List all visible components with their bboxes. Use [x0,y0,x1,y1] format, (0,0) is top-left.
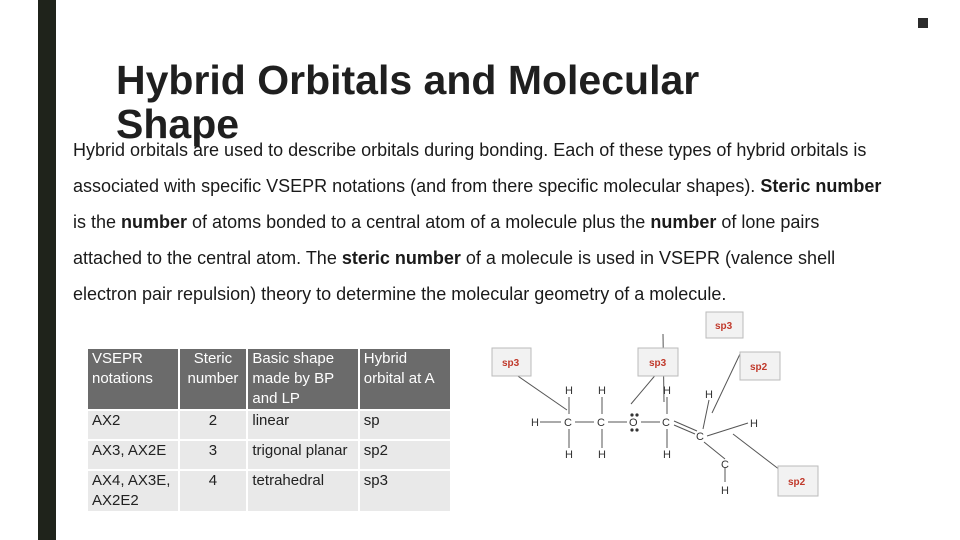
hybrid-label: sp2 [750,362,768,373]
atom-h: H [565,385,573,397]
table-row [87,470,451,512]
atom-h: H [531,417,539,429]
cell-shape: linear [247,410,358,440]
hybrid-label: sp3 [649,358,667,369]
atom-h: H [750,418,758,430]
hybrid-label: sp3 [715,321,733,332]
hybrid-label: sp3 [502,358,520,369]
cell-shape: trigonal planar [247,440,358,470]
cell-hybrid: sp2 [359,440,451,470]
cell-steric: 4 [179,470,248,512]
header-vsepr: VSEPR notations [87,348,179,410]
atom-h: H [663,385,671,397]
cell-steric: 3 [179,440,248,470]
atom-h: H [663,449,671,461]
hybrid-label: sp2 [788,477,806,488]
accent-bar [38,0,56,540]
atom-h: H [721,485,729,497]
cell-hybrid: sp3 [359,470,451,512]
atom-c: C [696,431,704,443]
cell-hybrid: sp [359,410,451,440]
table-header-row [87,348,451,410]
cell-notation: AX3, AX2E [87,440,179,470]
cell-steric: 2 [179,410,248,440]
slide-title: Hybrid Orbitals and Molecular Shape [116,57,700,147]
atom-c: C [662,417,670,429]
atom-o: O [629,417,638,429]
cell-shape: tetrahedral [247,470,358,512]
atom-c: C [564,417,572,429]
corner-square [918,18,928,28]
term-steric-number: Steric number [760,176,882,196]
header-hybrid: Hybrid orbital at A [359,348,451,410]
atom-c: C [597,417,605,429]
cell-notation: AX2 [87,410,179,440]
vsepr-table [86,347,452,513]
atom-c: C [721,459,729,471]
atom-h: H [565,449,573,461]
atom-h: H [598,449,606,461]
body-paragraph: Hybrid orbitals are used to describe orbitals during bonding. Each of these types of hybrid orbitals is associated with specific VSEPR notations (and from there specific molecular shapes). Steric number is the number of atoms bonded to a central atom of a molecule plus the number of lone pairs attached to the central atom. The steric number of a molecule is used in VSEPR (valence shell electron pair repulsion) theory to determine the molecular geometry of a molecule. [73,140,882,304]
table-row [87,410,451,440]
molecule-diagram [478,310,806,510]
header-shape: Basic shape made by BP and LP [247,348,358,410]
cell-notation: AX4, AX3E, AX2E2 [87,470,179,512]
atom-h: H [705,389,713,401]
header-steric: Steric number [179,348,248,410]
atom-h: H [598,385,606,397]
table-row [87,440,451,470]
